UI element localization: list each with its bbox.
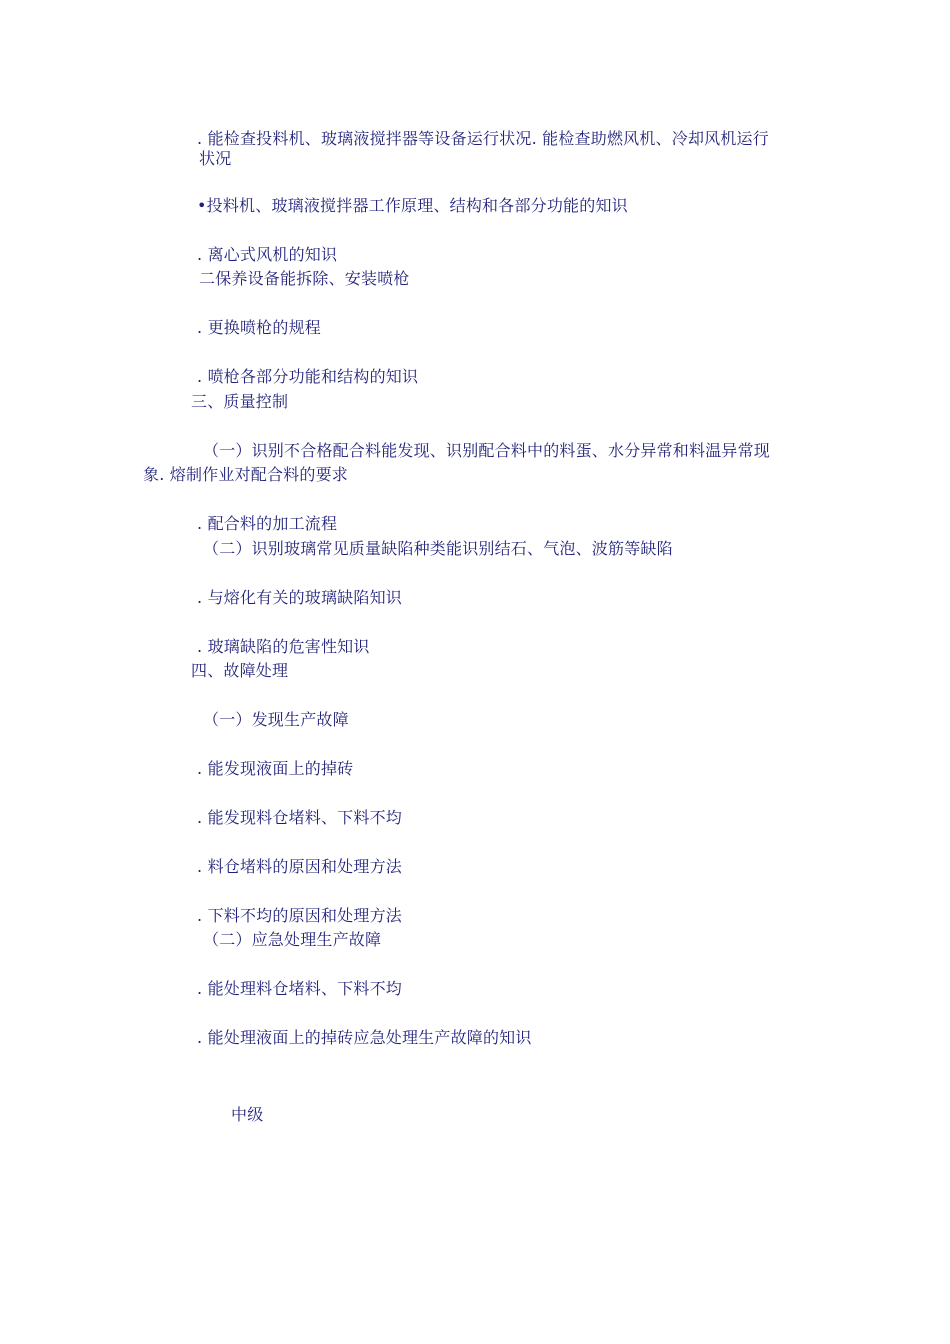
text-line-6: . 更换喷枪的规程 xyxy=(197,318,321,337)
text-line-7: . 喷枪各部分功能和结构的知识 xyxy=(197,367,419,386)
text-line-14: . 玻璃缺陷的危害性知识 xyxy=(197,637,370,656)
text-line-22: . 能处理料仓堵料、下料不均 xyxy=(197,979,402,998)
text-line-9: （一）识别不合格配合料能发现、识别配合料中的料蛋、水分异常和料温异常现 xyxy=(203,441,771,460)
section-heading-quality-control: 三、质量控制 xyxy=(191,392,289,411)
text-line-16: （一）发现生产故障 xyxy=(203,710,349,729)
text-line-20: . 下料不均的原因和处理方法 xyxy=(197,906,402,925)
text-line-13: . 与熔化有关的玻璃缺陷知识 xyxy=(197,588,402,607)
text-line-12: （二）识别玻璃常见质量缺陷种类能识别结石、气泡、波筋等缺陷 xyxy=(203,539,673,558)
text-line-19: . 料仓堵料的原因和处理方法 xyxy=(197,857,402,876)
text-line-21: （二）应急处理生产故障 xyxy=(203,930,382,949)
text-line-11: . 配合料的加工流程 xyxy=(197,514,338,533)
text-line-4: . 离心式风机的知识 xyxy=(197,245,338,264)
text-line-10: 象. 熔制作业对配合料的要求 xyxy=(143,465,348,484)
level-heading-intermediate: 中级 xyxy=(231,1105,264,1124)
text-line-17: . 能发现液面上的掉砖 xyxy=(197,759,354,778)
text-line-23: . 能处理液面上的掉砖应急处理生产故障的知识 xyxy=(197,1028,532,1047)
text-line-18: . 能发现料仓堵料、下料不均 xyxy=(197,808,402,827)
text-line-2: 状况 xyxy=(199,149,232,168)
text-line-1: . 能检查投料机、玻璃液搅拌器等设备运行状况. 能检查助燃风机、冷却风机运行 xyxy=(197,129,769,148)
section-heading-fault-handling: 四、故障处理 xyxy=(191,661,289,680)
text-line-3: •投料机、玻璃液搅拌器工作原理、结构和各部分功能的知识 xyxy=(197,196,628,215)
text-line-5: 二保养设备能拆除、安装喷枪 xyxy=(199,269,410,288)
